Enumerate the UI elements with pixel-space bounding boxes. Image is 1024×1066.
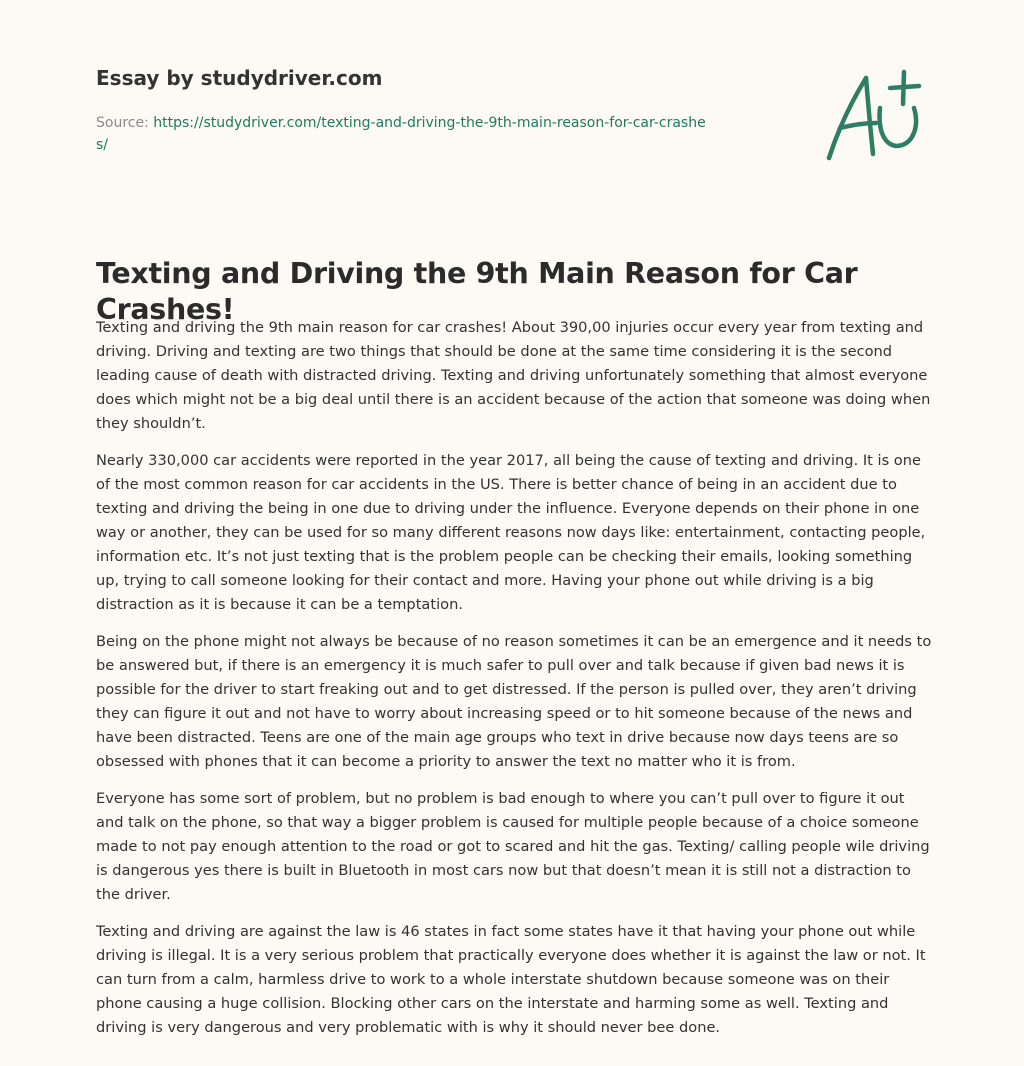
essay-paragraph: Texting and driving are against the law is 46 states in fact some states have it that having your phone out while driving is illegal. It is a very serious problem that practically everyone does whether it is against the law or not. It can turn from a calm, harmless drive to work to a whole interstate shutdown because someone was on their phone causing a huge collision. Blocking other cars on the interstate and harming some as well. Texting and driving is very dangerous and very problematic with is why it should never bee done. (96, 923, 926, 1036)
essay-paragraph: Texting and driving the 9th main reason for car crashes! About 390,00 injuries occur every year from texting and driving. Driving and texting are two things that should be done at the same time considering it is the second leading cause of death with distracted driving. Texting and driving unfortunately something that almost everyone does which might not be a big deal until there is an accident because of the action that someone was doing when they shouldn’t. (96, 319, 931, 432)
essay-paragraph: Nearly 330,000 car accidents were reported in the year 2017, all being the cause of texting and driving. It is one of the most common reason for car accidents in the US. There is better chance of being in an accident due to texting and driving the being in one due to driving under the influence. Everyone depends on their phone in one way or another, they can be used for so many different reasons now days like: entertainment, contacting people, information etc. It’s not just texting that is the problem people can be checking their emails, looking something up, trying to call someone looking for their contact and more. Having your phone out while driving is a big distraction as it is because it can be a temptation. (96, 452, 926, 613)
essay-body (96, 316, 932, 1053)
essay-paragraph: Being on the phone might not always be because of no reason sometimes it can be an emergence and it needs to be answered but, if there is an emergency it is much safer to pull over and talk because if given bad news it is possible for the driver to start freaking out and to get distressed. If the person is pulled over, they aren’t driving they can figure it out and not have to worry about increasing speed or to hit someone because of the news and have been distracted. Teens are one of the main age groups who text in drive because now days teens are so obsessed with phones that it can become a priority to answer the text no matter who it is from. (96, 633, 932, 770)
source-line (96, 112, 716, 156)
essay-paragraph: Everyone has some sort of problem, but no problem is bad enough to where you can’t pull over to figure it out and talk on the phone, so that way a bigger problem is caused for multiple people because of a choice someone made to not pay enough attention to the road or got to scared and hit the gas. Texting/ calling people wile driving is dangerous yes there is built in Bluetooth in most cars now but that doesn’t mean it is still not a distraction to the driver. (96, 790, 930, 903)
essay-title: Texting and Driving the 9th Main Reason for Car Crashes! (96, 257, 858, 326)
source-link[interactable]: https://studydriver.com/texting-and-driving-the-9th-main-reason-for-car-crashes/ (96, 115, 706, 153)
a-plus-logo-icon (824, 68, 924, 164)
brand-title: Essay by studydriver.com (96, 66, 383, 90)
source-label: Source: (96, 115, 154, 131)
